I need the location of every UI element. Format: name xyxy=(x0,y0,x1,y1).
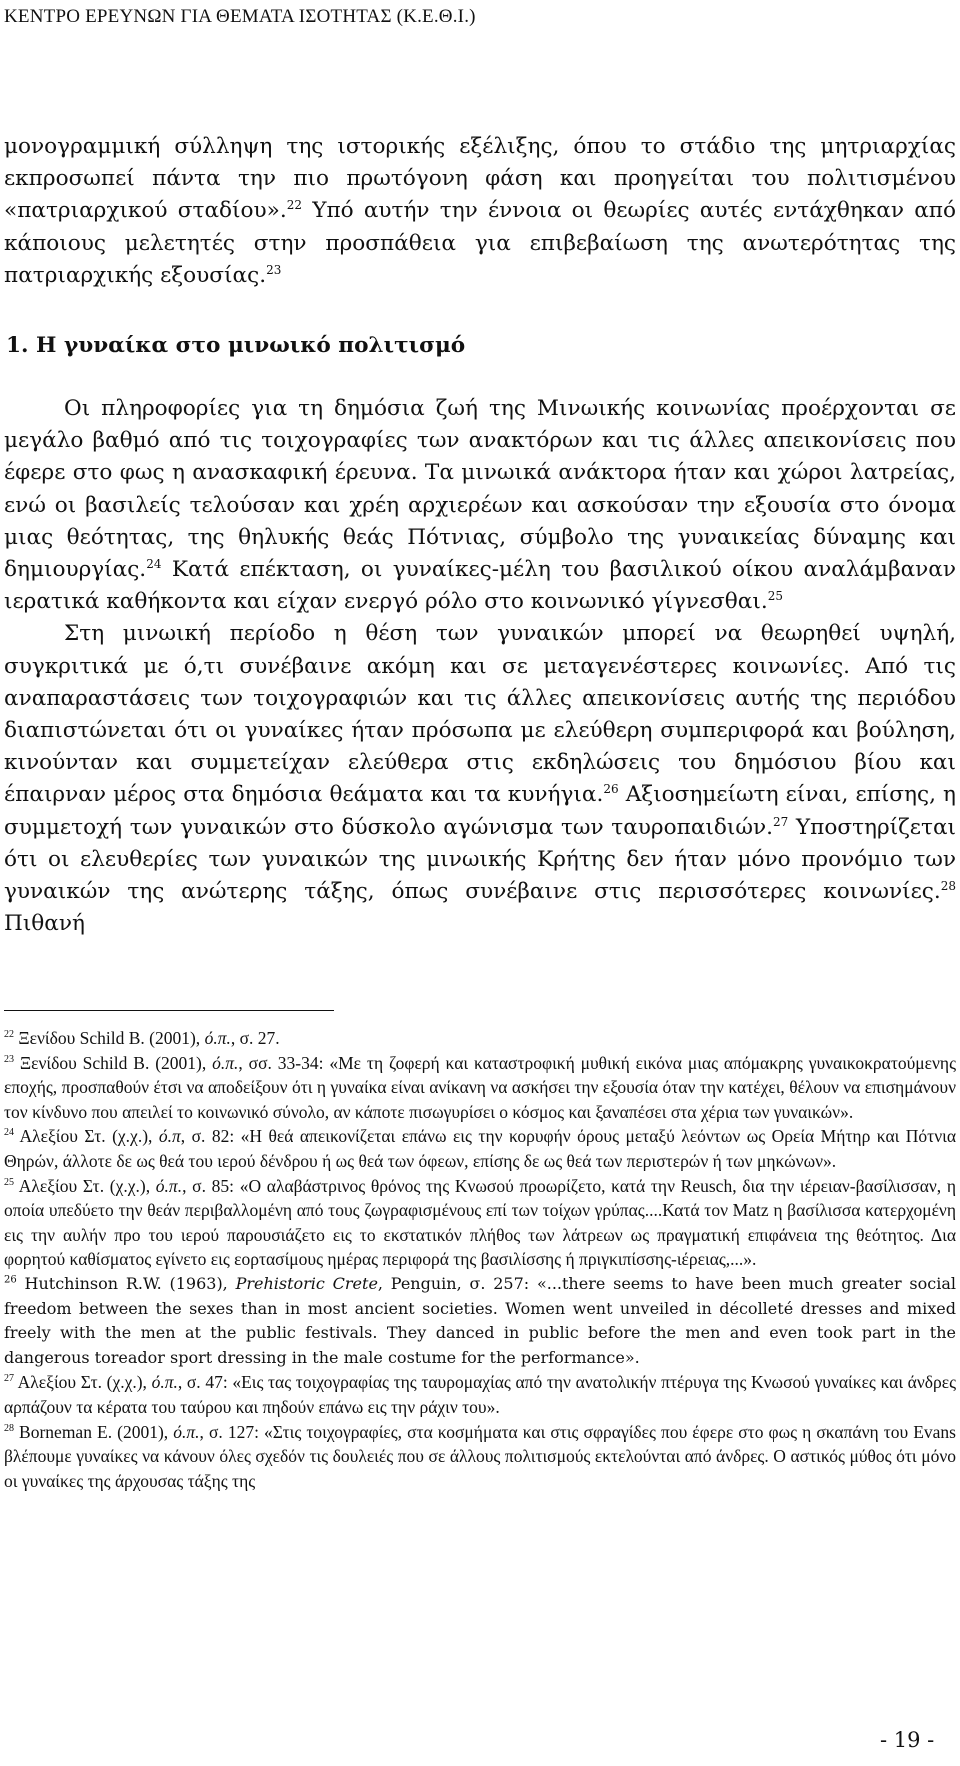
footnote-italic: ό.π xyxy=(158,1126,181,1147)
footnote-text: Αλεξίου Στ. (χ.χ.), xyxy=(14,1126,159,1147)
footnote-text: Hutchinson R.W. (1963), xyxy=(16,1273,236,1293)
footnote-ref-28[interactable]: 28 xyxy=(940,878,956,893)
footnote-25 xyxy=(4,1174,956,1272)
footnote-28 xyxy=(4,1420,956,1494)
page-number: - 19 - xyxy=(880,1728,935,1752)
footnote-number: 28 xyxy=(4,1422,14,1434)
footnote-text: Borneman E. (2001), xyxy=(14,1421,174,1442)
intro-paragraph xyxy=(4,131,956,292)
footnote-22 xyxy=(4,1026,956,1051)
footnote-24 xyxy=(4,1124,956,1173)
footnote-27 xyxy=(4,1370,956,1419)
footnote-text: , σ. 85: «Ο αλαβάστρινος θρόνος της Κνωσού προωρίζετο, κατά την Reusch, δια την ιέρειαν-βασίλισσαν, η οποία υπεδύετο την θεάν περιβαλλομένη από τους ζωγραφισμένους επί των τοίχων γρύπας....Κατά τον Matz η βασίλισσα κατερχομένη εις την αυλήν προ του ιερού παρουσιάζετο εις το εκστατικόν πλήθος των λάτρεων ως πραγματική επιφάνεια της θεότητος. Δια φορητού καθίσματος εγίνετο εις εορτασίμους ημέρας περιφορά της βασιλίσσης ή πριγκιπίσσης-ιέρειας,...». xyxy=(4,1175,956,1270)
footnote-ref-26[interactable]: 26 xyxy=(603,782,619,797)
footnote-text: Ξενίδου Schild B. (2001), xyxy=(14,1052,213,1073)
footnote-italic: Prehistoric Crete xyxy=(235,1273,378,1293)
footnote-number: 23 xyxy=(4,1053,14,1065)
footnote-number: 24 xyxy=(4,1127,14,1139)
footnote-number: 25 xyxy=(4,1176,14,1188)
paragraph-1 xyxy=(4,393,956,618)
footnote-text: , σ. 82: «Η θεά απεικονίζεται επάνω εις την κορυφήν όρους μεταξύ λεόντων ως Ορεία Μήτηρ και Πότνια Θηρών, άλλοτε δε ως θεά του ιερού δένδρου ή ως θεά των όφεων, επίσης δε ως θεά των περιστερών ή των μηκώνων». xyxy=(4,1126,956,1171)
footnote-ref-22[interactable]: 22 xyxy=(286,198,302,213)
section-title: 1. Η γυναίκα στο μινωικό πολιτισμό xyxy=(6,333,466,358)
para2-text-c: Υποστηρίζεται ότι οι ελευθερίες των γυναικών της μινωικής Κρήτης δεν ήταν μόνο προνόμιο των γυναικών της ανώτερης τάξης, όπως συνέβαινε στις περισσότερες κοινωνίες. xyxy=(4,814,956,905)
footnotes xyxy=(4,1026,956,1493)
para2-text-a: Στη μινωική περίοδο η θέση των γυναικών μπορεί να θεωρηθεί υψηλή, συγκριτικά με ό,τι συνέβαινε ακόμη και σε μεταγενέστερες κοινωνίες. Από τις αναπαραστάσεις των τοιχογραφιών και τις άλλες απεικονίσεις αυτής της περιόδου διαπιστώνεται ότι οι γυναίκες ήταν πρόσωπα με ελεύθερη συμπεριφορά και βούληση, κινούνταν και συμμετείχαν ελεύθερα στις εκδηλώσεις του δημόσιου βίου και έπαιρναν μέρος στα δημόσια θεάματα και τα κυνήγια. xyxy=(4,621,956,808)
footnote-ref-25[interactable]: 25 xyxy=(767,589,783,604)
main-text xyxy=(4,393,956,940)
footnote-text: , σ. 27. xyxy=(230,1028,280,1048)
footnote-23 xyxy=(4,1051,956,1125)
para1-text-a: Οι πληροφορίες για τη δημόσια ζωή της Μινωικής κοινωνίας προέρχονται σε μεγάλο βαθμό από τις τοιχογραφίες των ανακτόρων και τις άλλες απεικονίσεις που έφερε στο φως η ανασκαφική έρευνα. Τα μινωικά ανάκτορα ήταν και χώροι λατρείας, ενώ οι βασιλείς τελούσαν και χρέη αρχιερέων και ασκούσαν την εξουσία στο όνομα μιας θεότητας, της θηλυκής θεάς Πότνιας, σύμβολο της γυναικείας δύναμης και δημιουργίας. xyxy=(4,396,956,583)
footnote-text: , σσ. 33-34: «Με τη ζοφερή και καταστροφική μυθική εικόνα μιας απόμακρης γυναικοκρατούμενης εποχής, προσπαθούν έτσι να αποδείξουν ότι η γυναίκα είναι ανίκανη να ασκήσει την εξουσία όταν την κατέχει, θέλουν να επισημάνουν τον κίνδυνο που απειλεί το κοινωνικό σύνολο, αν κάποτε πισωγυρίσει ο κόσμος και ξαναπέσει στα χέρια των γυναικών». xyxy=(4,1052,957,1122)
footnote-ref-24[interactable]: 24 xyxy=(146,556,162,571)
footnote-italic: ό.π. xyxy=(212,1052,239,1073)
footnote-number: 27 xyxy=(4,1373,14,1385)
footnote-text: , σ. 47: «Εις τας τοιχογραφίας της ταυρομαχίας από την ανατολικήν πτέρυγα της Κνωσού γυναίκες και άνδρες αρπάζουν τα κέρατα του ταύρου και πηδούν επάνω εις την ράχιν του». xyxy=(4,1372,956,1417)
para2-text-b: Αξιοσημείωτη είναι, επίσης, η συμμετοχή των γυναικών στο δύσκολο αγώνισμα των ταυροπαιδιών. xyxy=(4,782,956,840)
footnote-divider xyxy=(4,1010,334,1011)
footnote-italic: ό.π. xyxy=(204,1028,231,1048)
running-header: ΚΕΝΤΡΟ ΕΡΕΥΝΩΝ ΓΙΑ ΘΕΜΑΤΑ ΙΣΟΤΗΤΑΣ (Κ.Ε.Θ.Ι.) xyxy=(4,6,476,27)
footnote-ref-27[interactable]: 27 xyxy=(772,814,789,829)
para2-text-d: Πιθανή xyxy=(4,911,85,937)
footnote-text: Αλεξίου Στ. (χ.χ.), xyxy=(14,1175,156,1196)
footnote-26 xyxy=(4,1272,956,1370)
footnote-number: 26 xyxy=(4,1274,17,1286)
footnote-ref-23[interactable]: 23 xyxy=(266,262,282,277)
footnote-italic: ό.π. xyxy=(155,1175,183,1196)
footnote-text: Ξενίδου Schild B. (2001), xyxy=(14,1028,205,1048)
footnote-text: , σ. 127: «Στις τοιχογραφίες, στα κοσμήματα και στις σφραγίδες που έφερε στο φως η σκαπάνη του Evans βλέπουμε γυναίκες να κάνουν όλες σχεδόν τις δουλειές που σε άλλους πολιτισμούς εκτελούνται από άνδρες. Ο αστικός μύθος ότι μόνο οι γυναίκες της άρχουσας τάξης της xyxy=(4,1421,956,1491)
paragraph-2 xyxy=(4,618,956,940)
footnote-italic: ό.π. xyxy=(173,1421,200,1442)
footnote-number: 22 xyxy=(4,1029,14,1041)
footnote-text: , Penguin, σ. 257: «...there seems to have been much greater social freedom between the sexes than in most ancient societies. Women went unveiled in décolleté dresses and mixed freely with the men at the public festivals. They danced in public before the men and even took part in the dangerous toreador sport dressing in the male costume for the performance». xyxy=(4,1273,957,1367)
footnote-text: Αλεξίου Στ. (χ.χ.), xyxy=(14,1372,152,1393)
footnote-italic: ό.π. xyxy=(151,1372,178,1393)
para1-text-b: Κατά επέκταση, οι γυναίκες-μέλη του βασιλικού οίκου αναλάμβαναν ιερατικά καθήκοντα και είχαν ενεργό ρόλο στο κοινωνικό γίγνεσθαι. xyxy=(4,557,956,615)
intro-text-a: μονογραμμική σύλληψη της ιστορικής εξέλιξης, όπου το στάδιο της μητριαρχίας εκπροσωπεί πάντα την πιο πρωτόγονη φάση και προηγείται του πολιτισμένου «πατριαρχικού σταδίου». xyxy=(4,134,956,224)
intro-text-b: Υπό αυτήν την έννοια οι θεωρίες αυτές εντάχθηκαν από κάποιους μελετητές στην προσπάθεια για επιβεβαίωση της ανωτερότητας της πατριαρχικής εξουσίας. xyxy=(4,198,956,288)
